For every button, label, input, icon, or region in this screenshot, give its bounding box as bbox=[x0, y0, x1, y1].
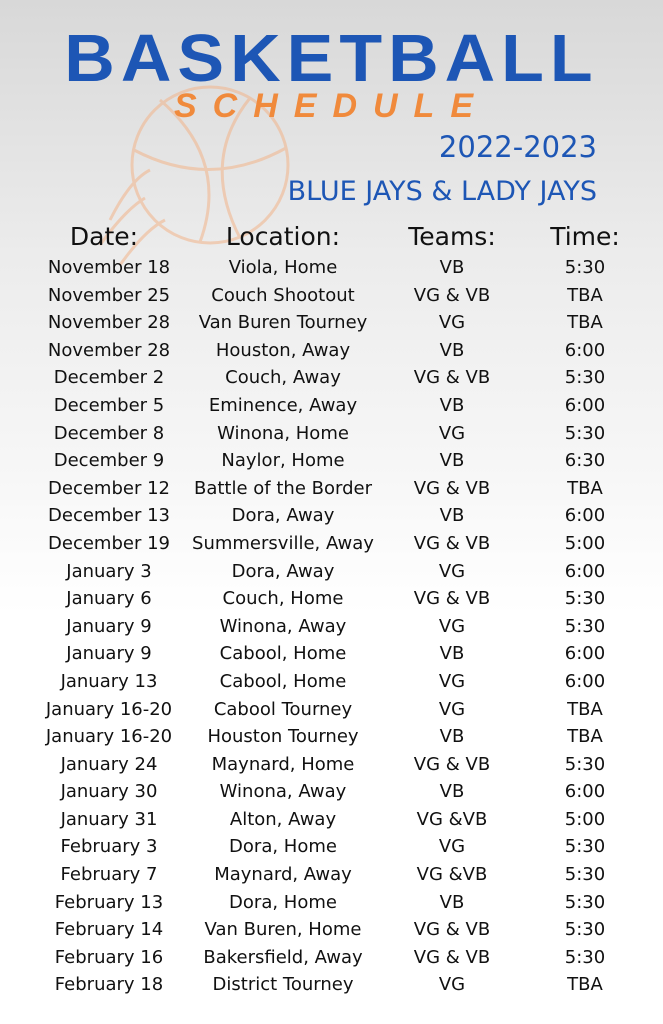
game-location: Eminence, Away bbox=[208, 394, 358, 416]
table-row bbox=[0, 751, 663, 779]
table-row bbox=[0, 392, 663, 420]
game-time: 6:00 bbox=[564, 643, 606, 665]
game-date: February 3 bbox=[60, 836, 158, 858]
table-row bbox=[0, 585, 663, 613]
game-location: Cabool, Home bbox=[219, 643, 347, 665]
game-teams: VG & VB bbox=[413, 753, 491, 775]
game-date: January 3 bbox=[66, 560, 152, 582]
game-date: December 5 bbox=[53, 394, 165, 416]
game-teams: VG & VB bbox=[413, 946, 491, 968]
game-time: 5:00 bbox=[564, 808, 606, 830]
teams-column-header: Teams: bbox=[408, 222, 496, 251]
game-date: December 13 bbox=[48, 505, 170, 527]
game-location: Bakersfield, Away bbox=[203, 946, 363, 968]
game-date: January 13 bbox=[60, 670, 158, 692]
page-subtitle: SCHEDULE bbox=[173, 87, 490, 125]
table-row bbox=[0, 971, 663, 999]
game-time: TBA bbox=[567, 698, 603, 720]
game-time: TBA bbox=[567, 477, 603, 499]
game-teams: VG bbox=[438, 974, 466, 996]
game-teams: VG &VB bbox=[416, 808, 488, 830]
schedule-table bbox=[0, 254, 663, 999]
game-date: January 16-20 bbox=[45, 698, 173, 720]
table-row bbox=[0, 254, 663, 282]
game-date: December 8 bbox=[53, 422, 165, 444]
table-row bbox=[0, 364, 663, 392]
table-row bbox=[0, 309, 663, 337]
game-time: 5:30 bbox=[564, 946, 606, 968]
game-location: Couch, Away bbox=[225, 367, 341, 389]
game-time: 5:30 bbox=[564, 422, 606, 444]
game-teams: VG bbox=[438, 560, 466, 582]
game-teams: VG & VB bbox=[413, 532, 491, 554]
game-time: 5:30 bbox=[564, 864, 606, 886]
game-time: 5:30 bbox=[564, 753, 606, 775]
game-teams: VG bbox=[438, 312, 466, 334]
game-date: December 2 bbox=[53, 367, 165, 389]
table-row bbox=[0, 889, 663, 917]
table-row bbox=[0, 337, 663, 365]
game-location: Naylor, Home bbox=[221, 450, 345, 472]
game-location: Dora, Home bbox=[229, 836, 337, 858]
game-time: 5:30 bbox=[564, 367, 606, 389]
game-teams: VG bbox=[438, 836, 466, 858]
table-row bbox=[0, 861, 663, 889]
game-location: Cabool Tourney bbox=[213, 698, 353, 720]
table-row bbox=[0, 696, 663, 724]
table-row bbox=[0, 723, 663, 751]
game-teams: VB bbox=[439, 257, 465, 278]
game-time: TBA bbox=[567, 284, 603, 306]
game-teams: VB bbox=[439, 726, 465, 748]
game-date: November 18 bbox=[47, 257, 171, 278]
game-location: Maynard, Home bbox=[211, 753, 355, 775]
game-date: February 14 bbox=[54, 919, 164, 941]
game-location: Couch Shootout bbox=[211, 284, 355, 306]
game-teams: VG & VB bbox=[413, 367, 491, 389]
table-row bbox=[0, 916, 663, 944]
game-date: January 16-20 bbox=[45, 726, 173, 748]
game-teams: VB bbox=[439, 781, 465, 803]
game-location: Winona, Home bbox=[217, 422, 349, 444]
game-time: 6:00 bbox=[564, 505, 606, 527]
game-time: 5:30 bbox=[564, 836, 606, 858]
game-date: January 31 bbox=[60, 808, 158, 830]
page-title: BASKETBALL bbox=[64, 20, 599, 96]
time-column-header: Time: bbox=[550, 222, 620, 251]
game-teams: VG & VB bbox=[413, 284, 491, 306]
game-teams: VB bbox=[439, 450, 465, 472]
table-row bbox=[0, 558, 663, 586]
season-label: 2022-2023 bbox=[438, 130, 597, 164]
game-date: November 28 bbox=[47, 339, 171, 361]
table-row bbox=[0, 475, 663, 503]
game-teams: VG bbox=[438, 698, 466, 720]
game-date: February 13 bbox=[54, 891, 164, 913]
game-location: Maynard, Away bbox=[214, 864, 352, 886]
game-time: 6:00 bbox=[564, 781, 606, 803]
game-teams: VB bbox=[439, 643, 465, 665]
game-time: 6:00 bbox=[564, 339, 606, 361]
game-location: Dora, Away bbox=[231, 560, 335, 582]
game-location: Viola, Home bbox=[228, 257, 338, 278]
game-date: November 25 bbox=[47, 284, 171, 306]
game-time: 6:00 bbox=[564, 560, 606, 582]
game-location: Dora, Home bbox=[229, 891, 337, 913]
game-location: Houston Tourney bbox=[207, 726, 359, 748]
game-date: February 18 bbox=[54, 974, 164, 996]
table-header bbox=[0, 222, 663, 258]
game-date: January 9 bbox=[66, 615, 152, 637]
game-teams: VG bbox=[438, 615, 466, 637]
game-teams: VG bbox=[438, 422, 466, 444]
table-row bbox=[0, 447, 663, 475]
teams-label: BLUE JAYS & LADY JAYS bbox=[287, 176, 597, 207]
game-teams: VG bbox=[438, 670, 466, 692]
table-row bbox=[0, 613, 663, 641]
game-teams: VG & VB bbox=[413, 588, 491, 610]
game-teams: VB bbox=[439, 339, 465, 361]
game-teams: VB bbox=[439, 891, 465, 913]
game-date: December 19 bbox=[48, 532, 170, 554]
game-location: District Tourney bbox=[212, 974, 354, 996]
game-time: TBA bbox=[567, 726, 603, 748]
game-date: February 16 bbox=[54, 946, 164, 968]
game-time: 5:30 bbox=[564, 891, 606, 913]
game-time: 6:30 bbox=[564, 450, 606, 472]
game-date: January 6 bbox=[66, 588, 152, 610]
game-date: January 24 bbox=[60, 753, 158, 775]
game-teams: VG &VB bbox=[416, 864, 488, 886]
game-date: November 28 bbox=[47, 312, 171, 334]
game-time: 6:00 bbox=[564, 670, 606, 692]
table-row bbox=[0, 420, 663, 448]
game-teams: VB bbox=[439, 394, 465, 416]
game-location: Winona, Away bbox=[219, 781, 347, 803]
game-location: Alton, Away bbox=[229, 808, 337, 830]
game-location: Van Buren, Home bbox=[204, 919, 362, 941]
game-date: December 12 bbox=[48, 477, 170, 499]
game-time: 6:00 bbox=[564, 394, 606, 416]
game-location: Dora, Away bbox=[231, 505, 335, 527]
game-location: Winona, Away bbox=[219, 615, 347, 637]
game-location: Cabool, Home bbox=[219, 670, 347, 692]
location-column-header: Location: bbox=[225, 222, 341, 251]
table-row bbox=[0, 668, 663, 696]
game-teams: VG & VB bbox=[413, 477, 491, 499]
table-row bbox=[0, 833, 663, 861]
game-date: January 9 bbox=[66, 643, 152, 665]
game-teams: VB bbox=[439, 505, 465, 527]
game-time: 5:30 bbox=[564, 919, 606, 941]
table-row bbox=[0, 806, 663, 834]
game-location: Van Buren Tourney bbox=[198, 312, 368, 334]
game-location: Battle of the Border bbox=[194, 477, 372, 499]
table-row bbox=[0, 640, 663, 668]
game-location: Couch, Home bbox=[222, 588, 344, 610]
date-column-header: Date: bbox=[69, 222, 139, 251]
game-time: 5:30 bbox=[564, 615, 606, 637]
game-date: December 9 bbox=[53, 450, 165, 472]
game-teams: VG & VB bbox=[413, 919, 491, 941]
game-time: 5:30 bbox=[564, 588, 606, 610]
game-time: TBA bbox=[567, 312, 603, 334]
game-location: Houston, Away bbox=[215, 339, 351, 361]
game-time: TBA bbox=[567, 974, 603, 996]
table-row bbox=[0, 502, 663, 530]
game-location: Summersville, Away bbox=[192, 532, 374, 554]
game-date: January 30 bbox=[60, 781, 158, 803]
game-date: February 7 bbox=[60, 864, 158, 886]
game-time: 5:00 bbox=[564, 532, 606, 554]
table-row bbox=[0, 282, 663, 310]
game-time: 5:30 bbox=[564, 257, 606, 278]
table-row bbox=[0, 530, 663, 558]
table-row bbox=[0, 944, 663, 972]
table-row bbox=[0, 778, 663, 806]
